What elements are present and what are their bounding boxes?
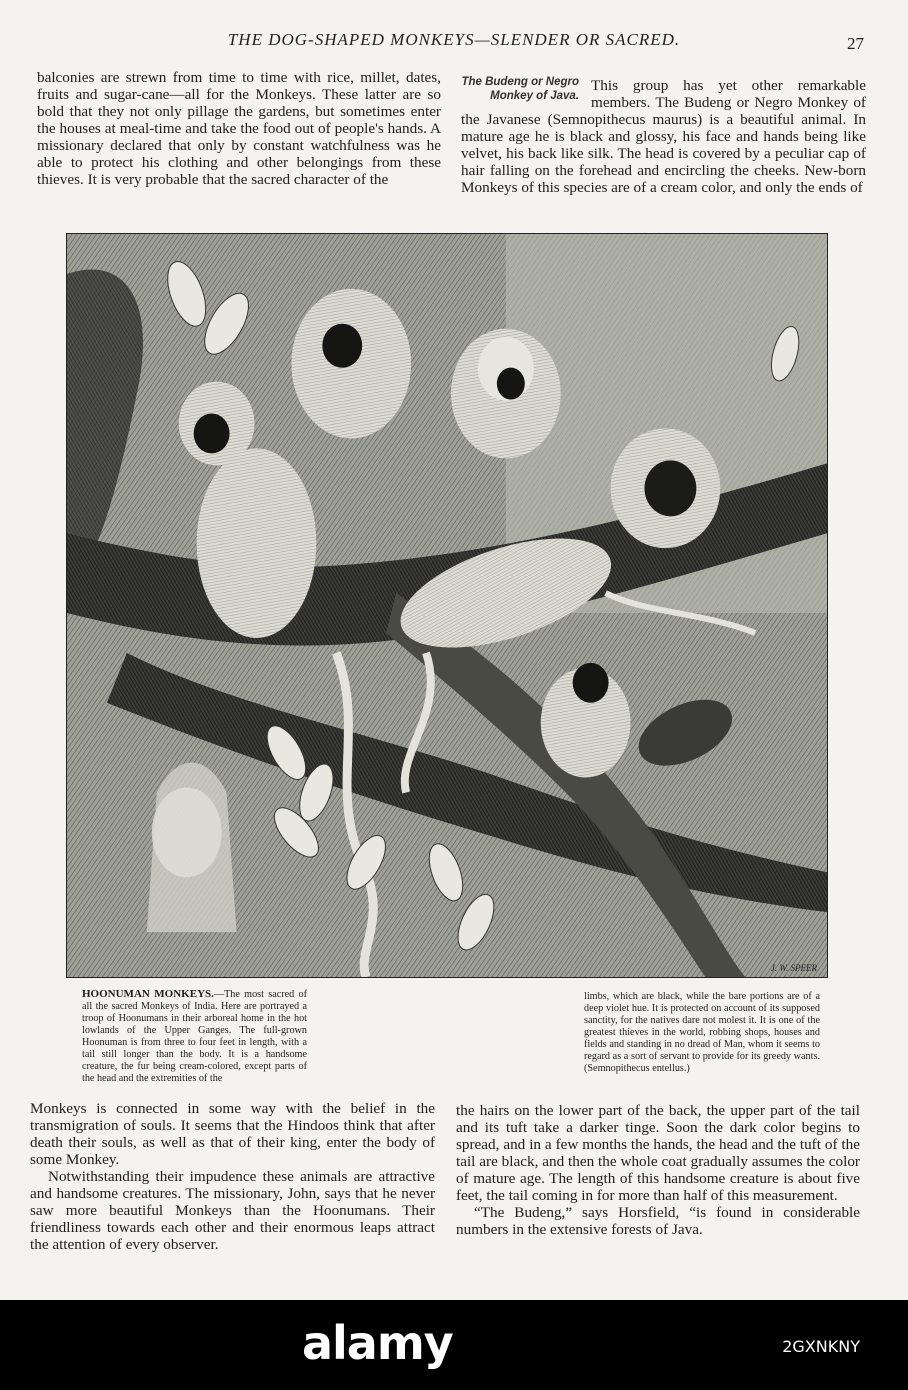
bottom-left-column xyxy=(30,1100,435,1253)
body-paragraph: “The Budeng,” says Horsfield, “is found in considerable numbers in the extensive forests of Java. xyxy=(456,1204,860,1238)
page-number: 27 xyxy=(847,34,864,53)
body-paragraph: Monkeys is connected in some way with the belief in the transmigration of souls. It seems that the Hindoos think that after death their souls, as well as that of their king, enter the body of some Monkey. xyxy=(30,1100,435,1168)
caption-text-right: limbs, which are black, while the bare portions are of a deep violet hue. It is protected on account of its supposed sanctity, for the natives dare not molest it. It is one of the greatest thieves in the world, robbing shops, houses and fields and standing in no dread of Man, whom it seems to regard as a sort of servant to provide for its greedy wants. (Semnopithecus entellus.) xyxy=(584,991,820,1074)
body-paragraph: Notwithstanding their impudence these animals are attractive and handsome creatures. The missionary, John, says that he never saw more beautiful Monkeys than the Hoonumans. Their friendliness towards each other and their enormous leaps attract the attention of every observer. xyxy=(30,1168,435,1253)
stock-watermark-bar xyxy=(0,1300,908,1390)
stock-image-id: 2GXNKNY xyxy=(782,1337,860,1356)
running-title: THE DOG-SHAPED MONKEYS—SLENDER OR SACRED. xyxy=(227,30,681,49)
top-right-column xyxy=(461,77,866,196)
caption-title: HOONUMAN MONKEYS. xyxy=(82,988,214,1000)
body-paragraph: This group has yet other remarkable members. The Budeng or Negro Monkey of the Javanese (Semnopithecus maurus) is a beautiful animal. In mature age he is black and glossy, his face and hands being like velvet, his back like silk. The head is covered by a peculiar cap of hair falling on the forehead and encircling the cheeks. New-born Monkeys of this species are of a cream color, and only the ends of xyxy=(461,77,866,196)
caption-text-left: —The most sacred of all the sacred Monkeys of India. Here are portrayed a troop of Hoonumans in their arboreal home in the hot lowlands of the Upper Ganges. The full-grown Hoonuman is from three to four feet in length, with a tail still longer than the body. It is a handsome creature, the fur being cream-colored, except parts of the head and the extremities of the xyxy=(82,989,307,1084)
caption-left xyxy=(82,988,307,1085)
caption-right xyxy=(584,991,820,1075)
alamy-logo: alamy xyxy=(302,1316,453,1370)
body-paragraph: balconies are strewn from time to time with rice, millet, dates, fruits and sugar-cane—all for the Monkeys. These latter are so bold that they not only pillage the gardens, but sometimes enter the houses at meal-time and take the food out of people's hands. A missionary declared that only by constant watchfulness was he able to protect his clothing and other belongings from these thieves. It is very probable that the sacred character of the xyxy=(37,69,441,188)
engraving-drawing xyxy=(67,234,827,977)
top-left-column xyxy=(37,69,441,188)
monkey-engraving-illustration xyxy=(66,233,828,978)
body-paragraph: the hairs on the lower part of the back, the upper part of the tail and its tuft take a darker tinge. Soon the dark color begins to spread, and in a few months the hands, the head and the tuft of the tail are black, and then the whole coat gradually assumes the color of mature age. The length of this handsome creature is about five feet, the tail coming in for more than half of this measurement. xyxy=(456,1102,860,1204)
margin-note: The Budeng or Negro Monkey of Java. xyxy=(461,76,579,102)
bottom-right-column xyxy=(456,1102,860,1238)
artist-signature: J. W. SPEER xyxy=(770,963,817,973)
page-header xyxy=(0,30,908,52)
